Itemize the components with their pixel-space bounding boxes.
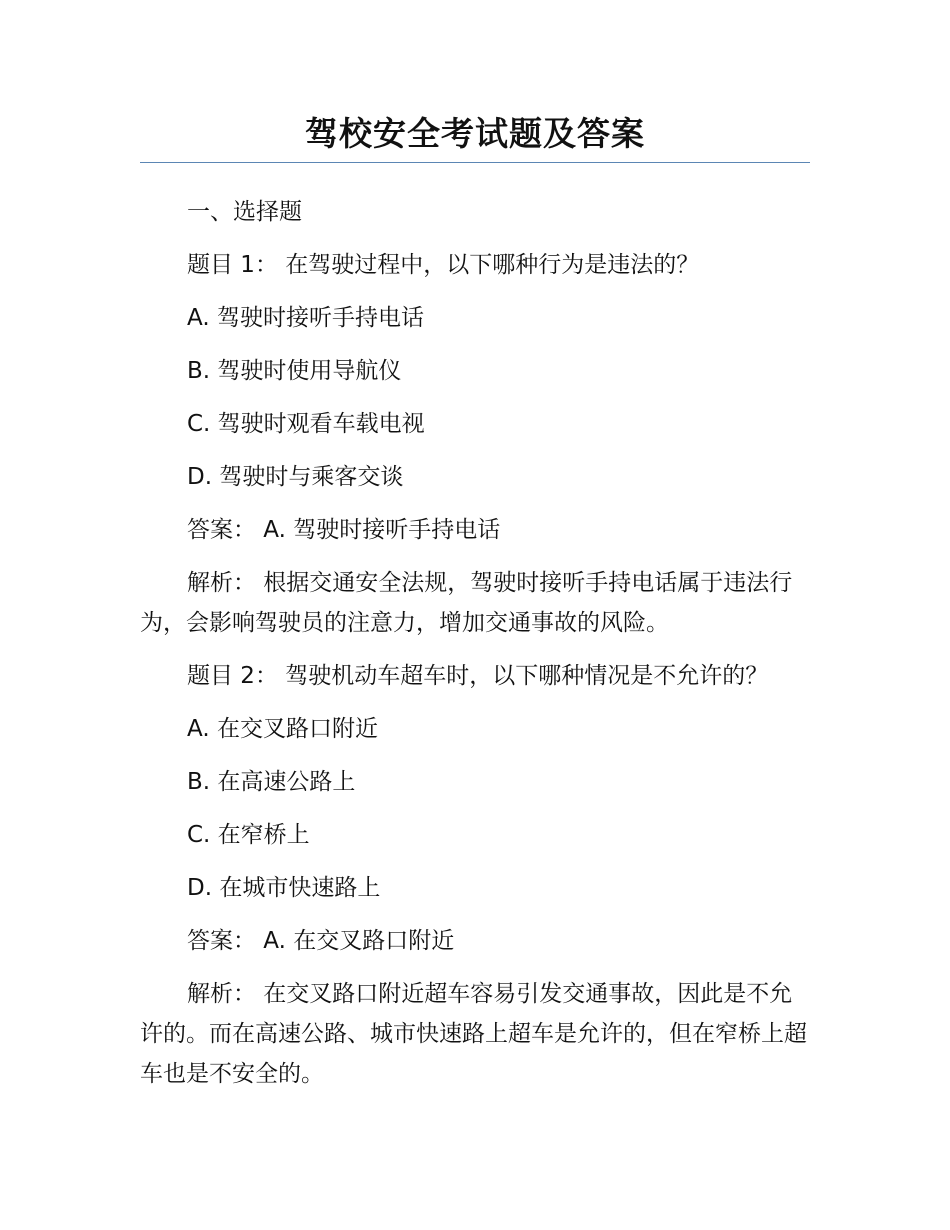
question-1-answer: 答案： A. 驾驶时接听手持电话 <box>187 517 501 543</box>
question-2-option-c: C. 在窄桥上 <box>187 822 310 848</box>
document-body <box>140 192 810 1107</box>
question-2-option-a: A. 在交叉路口附近 <box>187 716 378 742</box>
question-1-explanation: 解析： 根据交通安全法规，驾驶时接听手持电话属于违法行为，会影响驾驶员的注意力，增加交通事故的风险。 <box>140 570 793 636</box>
question-2-explanation: 解析： 在交叉路口附近超车容易引发交通事故，因此是不允许的。而在高速公路、城市快速路上超车是允许的，但在窄桥上超车也是不安全的。 <box>140 981 807 1087</box>
question-2-option-d: D. 在城市快速路上 <box>187 875 381 901</box>
question-2-prompt: 题目 2： 驾驶机动车超车时，以下哪种情况是不允许的？ <box>187 663 769 689</box>
document-title: 驾校安全考试题及答案 <box>305 114 645 153</box>
question-1-option-c: C. 驾驶时观看车载电视 <box>187 411 425 437</box>
title-underline <box>140 162 810 163</box>
question-2-answer: 答案： A. 在交叉路口附近 <box>187 928 455 954</box>
question-1-option-a: A. 驾驶时接听手持电话 <box>187 305 424 331</box>
question-1-option-b: B. 驾驶时使用导航仪 <box>187 358 402 384</box>
section-heading: 一、选择题 <box>187 199 302 225</box>
question-1-prompt: 题目 1： 在驾驶过程中，以下哪种行为是违法的？ <box>187 252 700 278</box>
question-1-option-d: D. 驾驶时与乘客交谈 <box>187 464 404 490</box>
question-2-option-b: B. 在高速公路上 <box>187 769 356 795</box>
